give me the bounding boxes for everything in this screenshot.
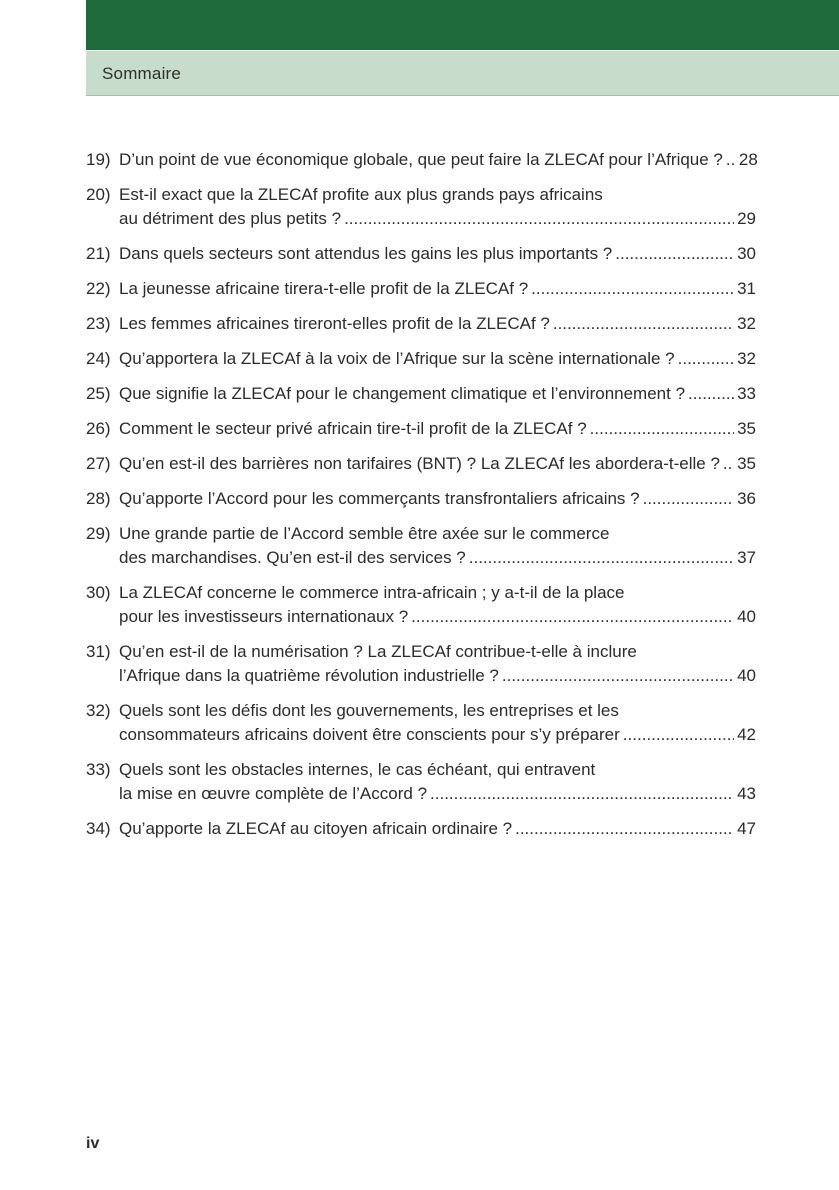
toc-entry-title: D’un point de vue économique globale, que peut faire la ZLECAf pour l’Afrique ?: [119, 150, 723, 169]
toc-entry[interactable]: [86, 487, 756, 511]
toc-entry[interactable]: [86, 640, 756, 688]
toc-entry-page: 31: [737, 279, 756, 298]
toc-entry-page: 28: [738, 150, 758, 169]
dot-leader: [469, 546, 734, 570]
dot-leader: [688, 382, 734, 406]
dot-leader: [615, 242, 734, 266]
section-title: Sommaire: [102, 64, 182, 83]
toc-entry-number: 24): [86, 349, 111, 368]
dot-leader: [590, 417, 734, 441]
table-of-contents: [86, 148, 756, 852]
dot-leader: [430, 782, 734, 806]
dot-leader: [502, 664, 734, 688]
dot-leader: [678, 347, 734, 371]
toc-entry-title-line: La ZLECAf concerne le commerce intra-africain ; y a-t-il de la place: [119, 583, 625, 602]
toc-entry-title: l’Afrique dans la quatrième révolution industrielle ?: [119, 666, 499, 685]
dot-leader: [531, 277, 734, 301]
toc-entry-title: au détriment des plus petits ?: [119, 209, 342, 228]
toc-entry[interactable]: [86, 277, 756, 301]
toc-entry-title: Que signifie la ZLECAf pour le changement climatique et l’environnement ?: [119, 384, 686, 403]
dot-leader: [344, 207, 734, 231]
toc-entry-title: Qu’apporte la ZLECAf au citoyen africain ordinaire ?: [119, 819, 513, 838]
toc-entry-title-line: Qu’en est-il de la numérisation ? La ZLECAf contribue-t-elle à inclure: [119, 642, 637, 661]
dot-leader: [726, 148, 736, 172]
toc-entry-title: Comment le secteur privé africain tire-t-il profit de la ZLECAf ?: [119, 419, 587, 438]
toc-entry-page: 42: [737, 725, 756, 744]
toc-entry-title: pour les investisseurs internationaux ?: [119, 607, 409, 626]
toc-entry-page: 35: [737, 419, 756, 438]
toc-entry-page: 33: [737, 384, 756, 403]
toc-entry[interactable]: [86, 522, 756, 570]
dot-leader: [643, 487, 734, 511]
toc-entry[interactable]: [86, 581, 756, 629]
page-number: iv: [86, 1135, 100, 1152]
toc-entry-title: Qu’apporte l’Accord pour les commerçants transfrontaliers africains ?: [119, 489, 640, 508]
toc-entry[interactable]: [86, 417, 756, 441]
toc-entry-number: 21): [86, 244, 111, 263]
toc-entry-page: 30: [737, 244, 756, 263]
dot-leader: [411, 605, 734, 629]
toc-entry[interactable]: [86, 347, 756, 371]
toc-entry-title: Les femmes africaines tireront-elles profit de la ZLECAf ?: [119, 314, 550, 333]
toc-entry-number: 32): [86, 701, 111, 720]
toc-entry-page: 29: [737, 209, 756, 228]
toc-entry-title-line: Est-il exact que la ZLECAf profite aux plus grands pays africains: [119, 185, 603, 204]
header-bar: [86, 0, 839, 50]
toc-entry-number: 30): [86, 583, 111, 602]
toc-entry-number: 19): [86, 150, 111, 169]
toc-entry-page: 40: [737, 666, 756, 685]
toc-entry-title: Qu’en est-il des barrières non tarifaires (BNT) ? La ZLECAf les abordera-t-elle ?: [119, 454, 720, 473]
toc-entry-page: 47: [737, 819, 756, 838]
dot-leader: [515, 817, 734, 841]
toc-entry[interactable]: [86, 148, 756, 172]
dot-leader: [623, 723, 734, 747]
dot-leader: [553, 312, 734, 336]
toc-entry-page: 32: [737, 349, 756, 368]
toc-entry-number: 26): [86, 419, 111, 438]
toc-entry-title: consommateurs africains doivent être conscients pour s’y préparer: [119, 725, 620, 744]
toc-entry-title: la mise en œuvre complète de l’Accord ?: [119, 784, 428, 803]
toc-entry-page: 32: [737, 314, 756, 333]
toc-entry[interactable]: [86, 452, 756, 476]
toc-entry-page: 43: [737, 784, 756, 803]
toc-entry[interactable]: [86, 382, 756, 406]
toc-entry-number: 27): [86, 454, 111, 473]
dot-leader: [723, 452, 734, 476]
toc-entry-number: 25): [86, 384, 111, 403]
toc-entry[interactable]: [86, 312, 756, 336]
toc-entry-title: des marchandises. Qu’en est-il des services ?: [119, 548, 466, 567]
toc-entry-number: 23): [86, 314, 111, 333]
toc-entry[interactable]: [86, 699, 756, 747]
toc-entry-number: 20): [86, 185, 111, 204]
toc-entry[interactable]: [86, 183, 756, 231]
toc-entry-page: 40: [737, 607, 756, 626]
toc-entry-title: Qu’apportera la ZLECAf à la voix de l’Afrique sur la scène internationale ?: [119, 349, 675, 368]
toc-entry-number: 22): [86, 279, 111, 298]
toc-entry-number: 34): [86, 819, 111, 838]
toc-entry-number: 31): [86, 642, 111, 661]
toc-entry-page: 37: [737, 548, 756, 567]
toc-entry[interactable]: [86, 758, 756, 806]
toc-entry-page: 36: [737, 489, 756, 508]
toc-entry-number: 28): [86, 489, 111, 508]
toc-entry-title-line: Une grande partie de l’Accord semble être axée sur le commerce: [119, 524, 610, 543]
section-band: [86, 51, 839, 96]
toc-entry[interactable]: [86, 817, 756, 841]
toc-entry-number: 33): [86, 760, 111, 779]
toc-entry-title-line: Quels sont les obstacles internes, le cas échéant, qui entravent: [119, 760, 596, 779]
toc-entry-title-line: Quels sont les défis dont les gouvernements, les entreprises et les: [119, 701, 619, 720]
toc-entry-number: 29): [86, 524, 111, 543]
toc-entry[interactable]: [86, 242, 756, 266]
toc-entry-title: La jeunesse africaine tirera-t-elle profit de la ZLECAf ?: [119, 279, 529, 298]
toc-entry-title: Dans quels secteurs sont attendus les gains les plus importants ?: [119, 244, 613, 263]
toc-entry-page: 35: [737, 454, 756, 473]
